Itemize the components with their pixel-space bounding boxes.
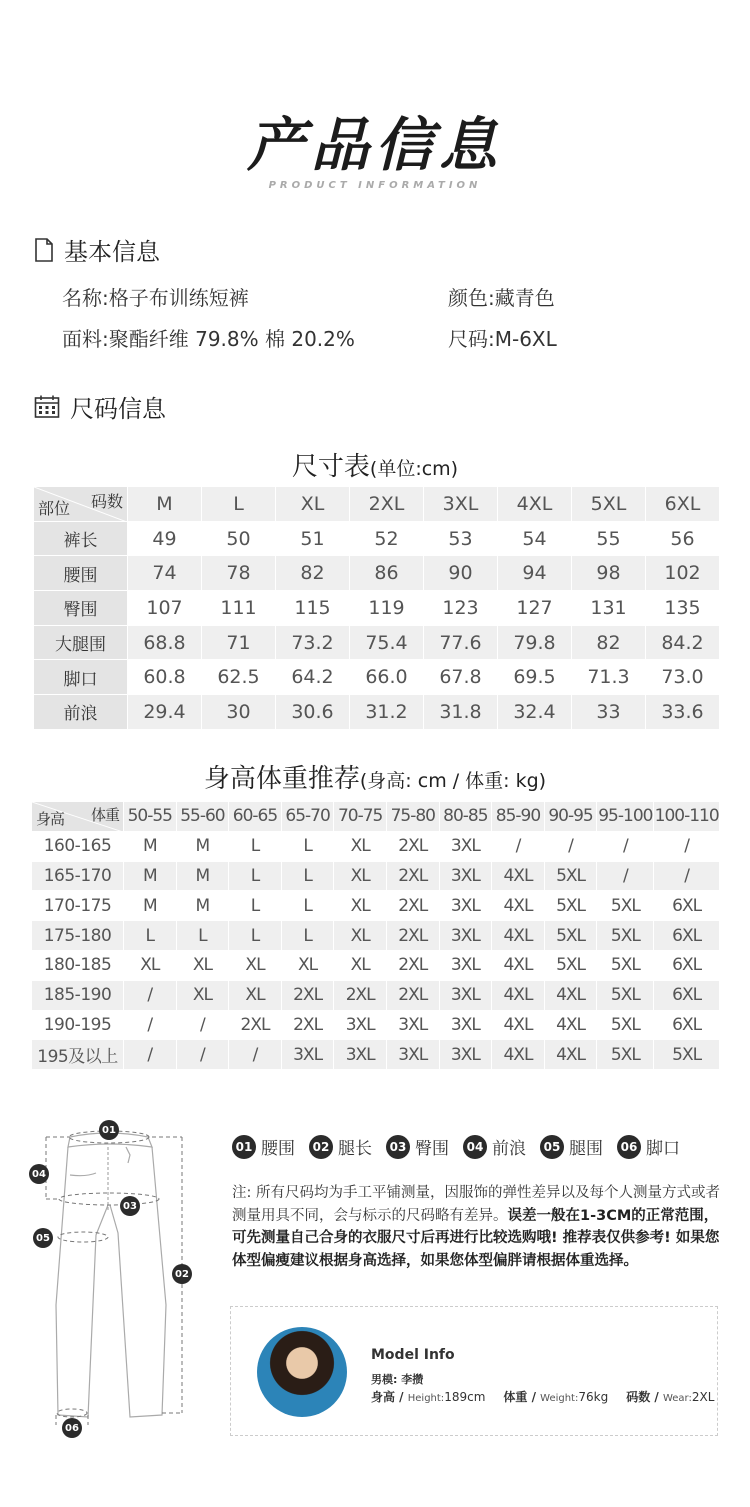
rec-table-cell: / bbox=[176, 1040, 229, 1070]
rec-table-cell: 5XL bbox=[544, 891, 597, 921]
rec-table-cell: 2XL bbox=[386, 891, 439, 921]
size-table-cell: 86 bbox=[350, 556, 424, 591]
rec-table-cell: 5XL bbox=[544, 921, 597, 951]
rec-table-cell: XL bbox=[334, 950, 387, 980]
rec-table-cell: 5XL bbox=[597, 950, 654, 980]
rec-table-cell: 3XL bbox=[439, 831, 492, 861]
size-table-cell: 102 bbox=[646, 556, 720, 591]
size-table-column-header: M bbox=[128, 487, 202, 522]
rec-table-row bbox=[32, 861, 720, 891]
rec-table-row-label: 190-195 bbox=[32, 1010, 124, 1040]
rec-table-cell: 5XL bbox=[597, 1040, 654, 1070]
diagram-badge-thigh: 05 bbox=[33, 1228, 53, 1248]
rec-table-column-header: 55-60 bbox=[176, 802, 229, 832]
recommend-table-unit: (身高: cm / 体重: kg) bbox=[359, 770, 547, 792]
rec-table-cell: L bbox=[281, 831, 334, 861]
rec-table-cell: / bbox=[654, 861, 720, 891]
rec-table-cell: / bbox=[124, 980, 177, 1010]
rec-table-column-header: 70-75 bbox=[334, 802, 387, 832]
size-table-header-row bbox=[34, 487, 720, 522]
size-table-cell: 74 bbox=[128, 556, 202, 591]
size-table-heading bbox=[0, 446, 750, 483]
page-subtitle: PRODUCT INFORMATION bbox=[268, 180, 482, 191]
rec-table-cell: 3XL bbox=[439, 861, 492, 891]
rec-table-cell: 6XL bbox=[654, 1010, 720, 1040]
size-chart-table bbox=[33, 486, 720, 730]
size-table-row-label: 裤长 bbox=[34, 521, 128, 556]
size-table-cell: 98 bbox=[572, 556, 646, 591]
size-table-cell: 69.5 bbox=[498, 660, 572, 695]
legend-item bbox=[540, 1134, 603, 1159]
recommend-table-heading bbox=[0, 758, 750, 795]
model-info-title: Model Info bbox=[371, 1347, 455, 1363]
size-table-cell: 54 bbox=[498, 521, 572, 556]
rec-table-cell: 4XL bbox=[492, 891, 545, 921]
size-table-cell: 71.3 bbox=[572, 660, 646, 695]
size-table-cell: 30 bbox=[202, 695, 276, 730]
rec-table-cell: 4XL bbox=[492, 1040, 545, 1070]
size-table-cell: 49 bbox=[128, 521, 202, 556]
legend-item bbox=[386, 1134, 449, 1159]
size-table-column-header: XL bbox=[276, 487, 350, 522]
rec-table-cell: 3XL bbox=[334, 1010, 387, 1040]
size-table-cell: 82 bbox=[572, 625, 646, 660]
rec-table-cell: M bbox=[176, 861, 229, 891]
rec-table-cell: M bbox=[176, 891, 229, 921]
rec-table-row bbox=[32, 921, 720, 951]
size-table-cell: 30.6 bbox=[276, 695, 350, 730]
legend-label: 腿围 bbox=[569, 1139, 603, 1159]
size-table-column-header: 3XL bbox=[424, 487, 498, 522]
size-table-unit: (单位:cm) bbox=[369, 458, 459, 480]
rec-table-cell: M bbox=[124, 861, 177, 891]
size-table-cell: 55 bbox=[572, 521, 646, 556]
size-table-cell: 56 bbox=[646, 521, 720, 556]
rec-table-cell: 6XL bbox=[654, 921, 720, 951]
legend-label: 腰围 bbox=[261, 1139, 295, 1159]
rec-table-cell: M bbox=[124, 831, 177, 861]
rec-table-cell: 6XL bbox=[654, 950, 720, 980]
size-table-row-label: 腰围 bbox=[34, 556, 128, 591]
rec-table-column-header: 75-80 bbox=[386, 802, 439, 832]
rec-table-column-header: 50-55 bbox=[124, 802, 177, 832]
product-sizes: 尺码:M-6XL bbox=[448, 327, 557, 351]
rec-table-row bbox=[32, 950, 720, 980]
measurement-note bbox=[232, 1182, 722, 1272]
rec-table-row bbox=[32, 1010, 720, 1040]
size-table-column-header: 2XL bbox=[350, 487, 424, 522]
legend-item bbox=[617, 1134, 680, 1159]
rec-table-cell: 6XL bbox=[654, 980, 720, 1010]
rec-table-cell: 2XL bbox=[386, 980, 439, 1010]
rec-table-column-header: 65-70 bbox=[281, 802, 334, 832]
note-normal-text: 注: 所有尺码均为手工平铺测量，因服饰的弹性差异以及每个人测量方式或者测量用具不同，会与标示的尺码略有差异。 bbox=[232, 1185, 720, 1224]
size-table-row-label: 臀围 bbox=[34, 591, 128, 626]
diagram-badge-front-rise: 04 bbox=[29, 1164, 49, 1184]
product-name: 名称:格子布训练短裤 bbox=[62, 286, 249, 310]
rec-table-row-label: 180-185 bbox=[32, 950, 124, 980]
size-table-cell: 50 bbox=[202, 521, 276, 556]
model-info-card bbox=[230, 1306, 718, 1436]
size-table-cell: 31.8 bbox=[424, 695, 498, 730]
size-table-cell: 73.0 bbox=[646, 660, 720, 695]
size-table-row bbox=[34, 591, 720, 626]
rec-table-cell: 6XL bbox=[654, 891, 720, 921]
rec-table-corner-cell bbox=[32, 802, 124, 832]
rec-table-cell: 2XL bbox=[386, 950, 439, 980]
rec-table-cell: 4XL bbox=[544, 1040, 597, 1070]
rec-table-cell: L bbox=[229, 861, 282, 891]
rec-table-cell: 4XL bbox=[544, 980, 597, 1010]
legend-item bbox=[309, 1134, 372, 1159]
rec-table-cell: 2XL bbox=[281, 980, 334, 1010]
rec-table-cell: 5XL bbox=[544, 950, 597, 980]
rec-table-cell: 2XL bbox=[334, 980, 387, 1010]
model-wear-size: 码数 / Wear:2XL bbox=[626, 1390, 715, 1404]
size-table-cell: 68.8 bbox=[128, 625, 202, 660]
rec-table-corner-top: 体重 bbox=[90, 806, 119, 824]
rec-table-column-header: 95-100 bbox=[597, 802, 654, 832]
size-table-cell: 107 bbox=[128, 591, 202, 626]
size-info-title: 尺码信息 bbox=[70, 395, 166, 423]
rec-table-cell: L bbox=[281, 921, 334, 951]
rec-table-cell: / bbox=[492, 831, 545, 861]
rec-table-row-label: 170-175 bbox=[32, 891, 124, 921]
size-table-row bbox=[34, 660, 720, 695]
rec-table-cell: 5XL bbox=[597, 891, 654, 921]
basic-info-title: 基本信息 bbox=[64, 238, 160, 266]
size-table-cell: 32.4 bbox=[498, 695, 572, 730]
recommend-table-title: 身高体重推荐 bbox=[203, 764, 360, 794]
size-table-cell: 31.2 bbox=[350, 695, 424, 730]
size-table-cell: 29.4 bbox=[128, 695, 202, 730]
pants-measurement-diagram bbox=[26, 1115, 196, 1445]
diagram-badge-hem: 06 bbox=[62, 1418, 82, 1438]
size-table-cell: 60.8 bbox=[128, 660, 202, 695]
rec-table-cell: 2XL bbox=[386, 861, 439, 891]
rec-table-cell: / bbox=[124, 1010, 177, 1040]
size-table-row bbox=[34, 695, 720, 730]
rec-table-cell: XL bbox=[334, 831, 387, 861]
size-table-row bbox=[34, 625, 720, 660]
rec-table-cell: 5XL bbox=[544, 861, 597, 891]
size-table-cell: 115 bbox=[276, 591, 350, 626]
rec-table-cell: L bbox=[229, 891, 282, 921]
size-table-cell: 78 bbox=[202, 556, 276, 591]
size-table-column-header: 6XL bbox=[646, 487, 720, 522]
rec-table-cell: L bbox=[281, 861, 334, 891]
size-table-row bbox=[34, 521, 720, 556]
size-table-corner-cell bbox=[34, 487, 128, 522]
rec-table-cell: 3XL bbox=[439, 950, 492, 980]
rec-table-cell: 2XL bbox=[386, 831, 439, 861]
rec-table-cell: 5XL bbox=[597, 1010, 654, 1040]
rec-table-cell: 4XL bbox=[492, 1010, 545, 1040]
size-table-cell: 33.6 bbox=[646, 695, 720, 730]
rec-table-cell: XL bbox=[229, 980, 282, 1010]
rec-table-cell: 4XL bbox=[492, 950, 545, 980]
rec-table-column-header: 85-90 bbox=[492, 802, 545, 832]
diagram-badge-waist: 01 bbox=[99, 1120, 119, 1140]
legend-badge: 02 bbox=[309, 1135, 333, 1159]
rec-table-cell: XL bbox=[281, 950, 334, 980]
rec-table-cell: 3XL bbox=[281, 1040, 334, 1070]
diagram-badge-leg-length: 02 bbox=[172, 1264, 192, 1284]
size-table-cell: 123 bbox=[424, 591, 498, 626]
rec-table-row-label: 160-165 bbox=[32, 831, 124, 861]
product-color: 颜色:藏青色 bbox=[448, 286, 555, 310]
legend-item bbox=[463, 1134, 526, 1159]
legend-label: 臀围 bbox=[415, 1139, 449, 1159]
rec-table-cell: XL bbox=[176, 950, 229, 980]
rec-table-cell: / bbox=[597, 861, 654, 891]
rec-table-cell: 3XL bbox=[386, 1010, 439, 1040]
size-table-cell: 64.2 bbox=[276, 660, 350, 695]
rec-table-column-header: 80-85 bbox=[439, 802, 492, 832]
rec-table-cell: 2XL bbox=[386, 921, 439, 951]
rec-table-row-label: 175-180 bbox=[32, 921, 124, 951]
legend-badge: 06 bbox=[617, 1135, 641, 1159]
document-icon bbox=[34, 238, 54, 262]
rec-table-row-label: 185-190 bbox=[32, 980, 124, 1010]
legend-label: 前浪 bbox=[492, 1139, 526, 1159]
model-height: 身高 / Height:189cm bbox=[371, 1390, 486, 1404]
rec-table-cell: 3XL bbox=[439, 1040, 492, 1070]
legend-badge: 03 bbox=[386, 1135, 410, 1159]
size-table-cell: 33 bbox=[572, 695, 646, 730]
rec-table-cell: XL bbox=[176, 980, 229, 1010]
size-table-cell: 119 bbox=[350, 591, 424, 626]
size-table-cell: 94 bbox=[498, 556, 572, 591]
rec-table-cell: 3XL bbox=[439, 921, 492, 951]
rec-table-cell: 5XL bbox=[654, 1040, 720, 1070]
rec-table-cell: XL bbox=[229, 950, 282, 980]
rec-table-cell: L bbox=[176, 921, 229, 951]
rec-table-cell: L bbox=[229, 831, 282, 861]
rec-table-cell: 2XL bbox=[229, 1010, 282, 1040]
size-table-cell: 51 bbox=[276, 521, 350, 556]
size-table-cell: 67.8 bbox=[424, 660, 498, 695]
legend-badge: 04 bbox=[463, 1135, 487, 1159]
model-stats bbox=[371, 1388, 714, 1405]
size-table-row-label: 前浪 bbox=[34, 695, 128, 730]
rec-table-cell: 3XL bbox=[334, 1040, 387, 1070]
rec-table-row-label: 195及以上 bbox=[32, 1040, 124, 1070]
page-title: 产品信息 bbox=[246, 111, 503, 179]
rec-table-column-header: 60-65 bbox=[229, 802, 282, 832]
rec-table-column-header: 90-95 bbox=[544, 802, 597, 832]
rec-table-cell: 4XL bbox=[544, 1010, 597, 1040]
size-table-cell: 79.8 bbox=[498, 625, 572, 660]
size-table-cell: 82 bbox=[276, 556, 350, 591]
model-avatar bbox=[257, 1327, 347, 1417]
rec-table-cell: L bbox=[281, 891, 334, 921]
rec-table-cell: 4XL bbox=[492, 921, 545, 951]
size-table-cell: 90 bbox=[424, 556, 498, 591]
rec-table-cell: XL bbox=[334, 921, 387, 951]
rec-table-cell: 2XL bbox=[281, 1010, 334, 1040]
size-table-cell: 131 bbox=[572, 591, 646, 626]
rec-table-cell: L bbox=[229, 921, 282, 951]
rec-table-cell: 5XL bbox=[597, 921, 654, 951]
size-table-row-label: 大腿围 bbox=[34, 625, 128, 660]
calendar-icon bbox=[34, 395, 60, 419]
size-table-cell: 135 bbox=[646, 591, 720, 626]
rec-table-cell: / bbox=[597, 831, 654, 861]
size-table-corner-top: 码数 bbox=[90, 492, 123, 511]
rec-table-row bbox=[32, 1040, 720, 1070]
rec-table-cell: / bbox=[124, 1040, 177, 1070]
rec-table-cell: XL bbox=[334, 861, 387, 891]
size-table-cell: 73.2 bbox=[276, 625, 350, 660]
size-table-cell: 111 bbox=[202, 591, 276, 626]
rec-table-cell: / bbox=[654, 831, 720, 861]
rec-table-cell: / bbox=[544, 831, 597, 861]
legend-badge: 05 bbox=[540, 1135, 564, 1159]
product-fabric: 面料:聚酯纤维 79.8% 棉 20.2% bbox=[62, 327, 355, 351]
size-table-cell: 127 bbox=[498, 591, 572, 626]
size-table-row bbox=[34, 556, 720, 591]
legend-label: 脚口 bbox=[646, 1139, 680, 1159]
rec-table-cell: 3XL bbox=[439, 1010, 492, 1040]
basic-info-heading bbox=[34, 232, 160, 267]
rec-table-cell: M bbox=[124, 891, 177, 921]
rec-table-cell: 4XL bbox=[492, 861, 545, 891]
rec-table-cell: 5XL bbox=[597, 980, 654, 1010]
legend-label: 腿长 bbox=[338, 1139, 372, 1159]
rec-table-row-label: 165-170 bbox=[32, 861, 124, 891]
rec-table-row bbox=[32, 980, 720, 1010]
size-table-row-label: 脚口 bbox=[34, 660, 128, 695]
rec-table-cell: / bbox=[229, 1040, 282, 1070]
rec-table-corner-bottom: 身高 bbox=[36, 809, 65, 828]
diagram-badge-hip: 03 bbox=[120, 1196, 140, 1216]
size-table-cell: 71 bbox=[202, 625, 276, 660]
model-weight: 体重 / Weight:76kg bbox=[503, 1390, 609, 1404]
size-info-heading bbox=[34, 389, 166, 424]
pants-outline-illustration bbox=[26, 1115, 196, 1445]
height-weight-table bbox=[31, 801, 720, 1070]
size-table-cell: 53 bbox=[424, 521, 498, 556]
rec-table-row bbox=[32, 831, 720, 861]
legend-item bbox=[232, 1134, 295, 1159]
size-table-column-header: 4XL bbox=[498, 487, 572, 522]
rec-table-row bbox=[32, 891, 720, 921]
rec-table-cell: / bbox=[176, 1010, 229, 1040]
rec-table-cell: XL bbox=[124, 950, 177, 980]
size-table-corner-bottom: 部位 bbox=[38, 498, 71, 518]
model-name: 男模: 李攒 bbox=[371, 1373, 424, 1386]
rec-table-cell: M bbox=[176, 831, 229, 861]
size-table-cell: 66.0 bbox=[350, 660, 424, 695]
rec-table-cell: L bbox=[124, 921, 177, 951]
rec-table-column-header: 100-110 bbox=[654, 802, 720, 832]
legend-badge: 01 bbox=[232, 1135, 256, 1159]
size-table-cell: 77.6 bbox=[424, 625, 498, 660]
size-table-column-header: L bbox=[202, 487, 276, 522]
rec-table-cell: 3XL bbox=[386, 1040, 439, 1070]
size-table-column-header: 5XL bbox=[572, 487, 646, 522]
rec-table-cell: XL bbox=[334, 891, 387, 921]
rec-table-cell: 4XL bbox=[492, 980, 545, 1010]
size-table-cell: 84.2 bbox=[646, 625, 720, 660]
size-table-title: 尺寸表 bbox=[291, 452, 370, 482]
rec-table-header-row bbox=[32, 802, 720, 832]
rec-table-cell: 3XL bbox=[439, 891, 492, 921]
measurement-legend bbox=[232, 1134, 694, 1159]
size-table-cell: 52 bbox=[350, 521, 424, 556]
note-bold-text: 误差一般在1-3CM的正常范围，可先测量自己合身的衣服尺寸后再进行比较选购哦! 推荐表仅供参考! 如果您体型偏瘦建议根据身高选择，如果您体型偏胖请根据体重选择。 bbox=[232, 1207, 720, 1269]
size-table-cell: 75.4 bbox=[350, 625, 424, 660]
size-table-cell: 62.5 bbox=[202, 660, 276, 695]
rec-table-cell: 3XL bbox=[439, 980, 492, 1010]
